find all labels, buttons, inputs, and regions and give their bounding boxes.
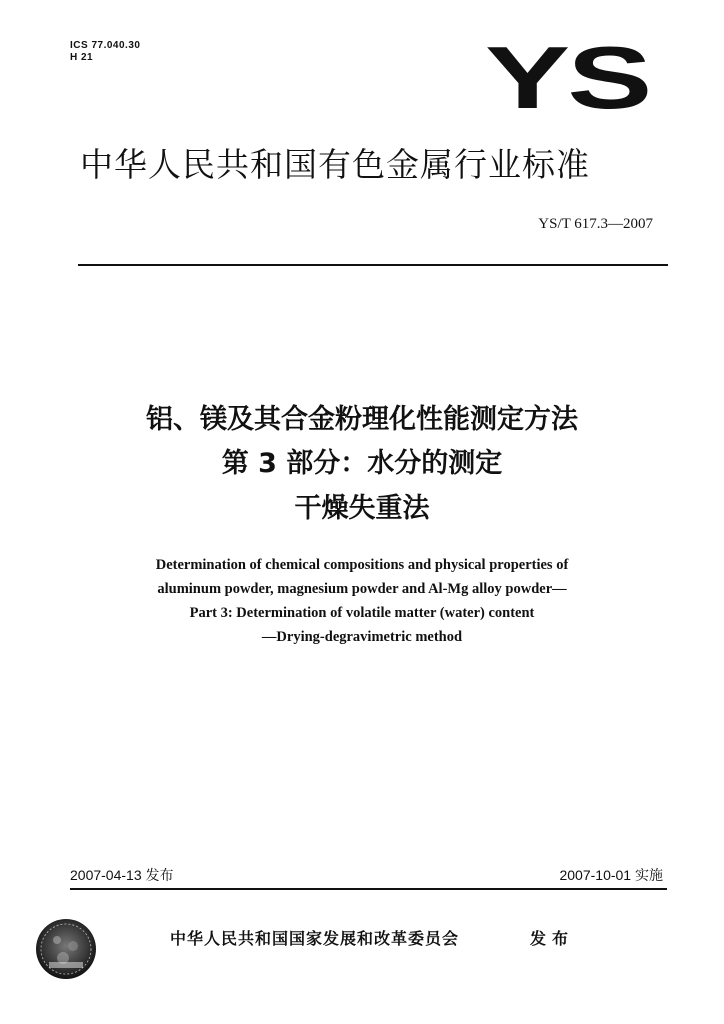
issuer-name: 中华人民共和国国家发展和改革委员会 bbox=[170, 929, 460, 948]
issue-word: 发布 bbox=[530, 929, 575, 948]
official-seal-icon bbox=[35, 918, 97, 980]
cn-title-line-3: 干燥失重法 bbox=[294, 493, 430, 524]
footer-divider bbox=[70, 888, 667, 890]
en-title-line-1: Determination of chemical compositions and physical properties of bbox=[155, 557, 569, 573]
en-title-line-4: —Drying-degravimetric method bbox=[261, 629, 463, 645]
implementation-date: 2007-10-01 实施 bbox=[559, 867, 663, 883]
standard-number: YS/T 617.3—2007 bbox=[538, 216, 653, 232]
standard-title: 中华人民共和国有色金属行业标准 bbox=[80, 145, 590, 184]
cn-title-line-1: 铝、镁及其合金粉理化性能测定方法 bbox=[146, 404, 578, 435]
en-title-line-2: aluminum powder, magnesium powder and Al-Mg alloy powder— bbox=[157, 581, 567, 597]
header-divider bbox=[78, 264, 668, 266]
class-code: H 21 bbox=[70, 52, 94, 63]
ys-logo: YS bbox=[485, 28, 650, 127]
ics-block bbox=[70, 40, 140, 64]
en-title-line-3: Part 3: Determination of volatile matter (water) content bbox=[189, 605, 535, 621]
ics-code: ICS 77.040.30 bbox=[70, 40, 141, 51]
cn-title-line-2: 第 3 部分：水分的测定 bbox=[221, 448, 503, 479]
release-date: 2007-04-13 发布 bbox=[70, 867, 174, 883]
